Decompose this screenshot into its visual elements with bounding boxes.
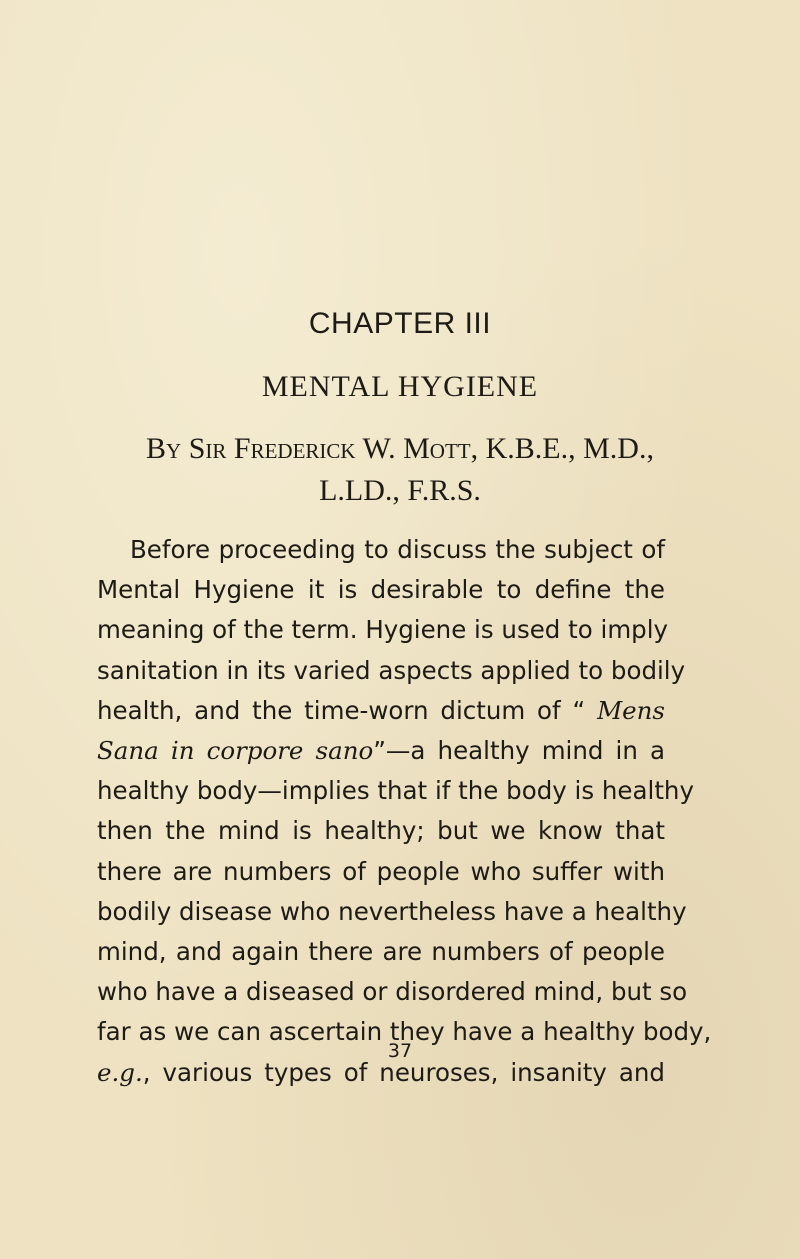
body-line: far as we can ascertain they have a healthy body, (97, 1017, 712, 1047)
body-line: there are numbers of people who suffer with (97, 856, 665, 886)
body-line: bodily disease who nevertheless have a healthy (97, 896, 687, 926)
chapter-title: MENTAL HYGIENE (261, 370, 539, 403)
byline-line-1: By Sir Frederick W. Mott, K.B.E., M.D., (146, 432, 654, 465)
body-line: meaning of the term. Hygiene is used to imply (97, 615, 669, 645)
body-line: then the mind is healthy; but we know that (97, 816, 665, 846)
body-line: healthy body—implies that if the body is healthy (97, 776, 694, 806)
body-line: mind, and again there are numbers of people (97, 937, 665, 967)
body-line: Sana in corpore sano”—a healthy mind in a (97, 736, 665, 766)
author-byline (95, 428, 705, 512)
chapter-heading: CHAPTER III (308, 307, 492, 340)
italic-text: e.g. (97, 1057, 143, 1087)
body-line: sanitation in its varied aspects applied to bodily (97, 655, 686, 685)
body-paragraph (97, 530, 712, 1093)
page-number: 37 (387, 1040, 413, 1062)
body-line: Mental Hygiene it is desirable to define the (97, 575, 665, 605)
body-line: Before proceeding to discuss the subject of (130, 535, 665, 564)
body-line: health, and the time-worn dictum of “ Mens (97, 695, 665, 725)
body-line: e.g., various types of neuroses, insanity and (97, 1057, 665, 1087)
italic-text: Mens (597, 695, 665, 725)
byline-line-2: L.LD., F.R.S. (319, 474, 481, 507)
body-line: who have a diseased or disordered mind, but so (97, 977, 688, 1007)
italic-text: Sana in corpore sano (97, 736, 374, 766)
